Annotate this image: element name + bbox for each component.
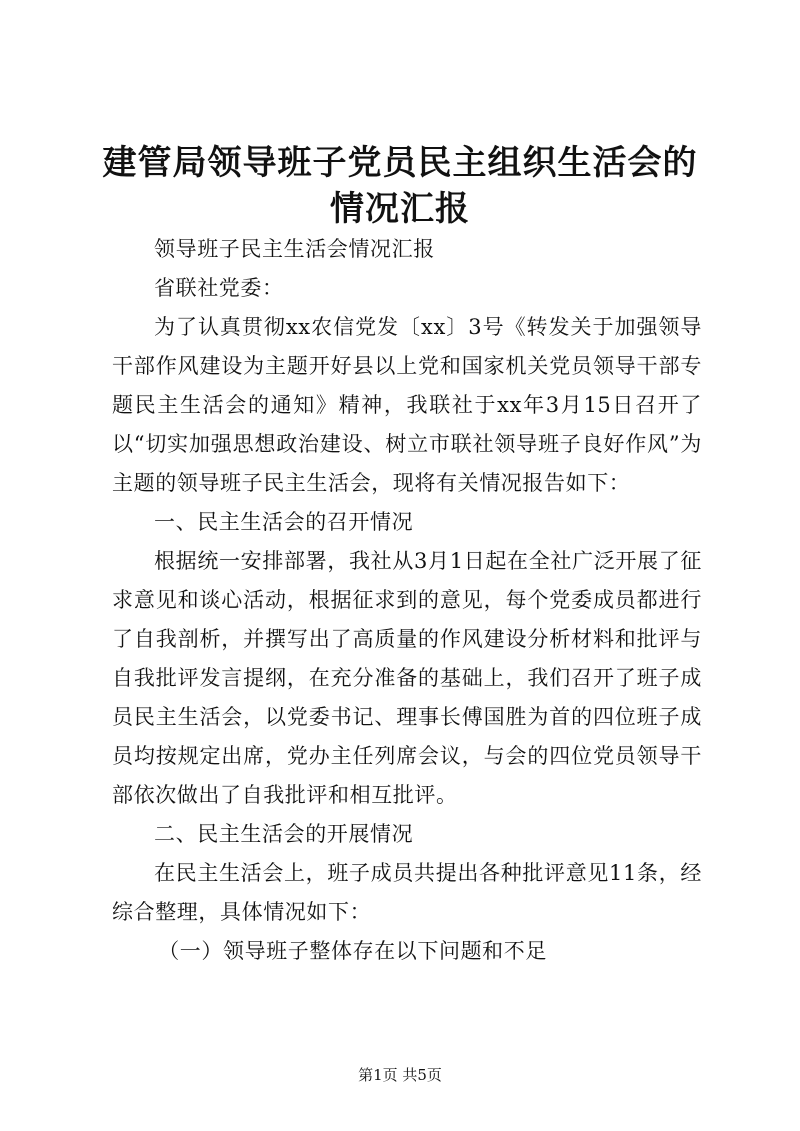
paragraph-intro: 为了认真贯彻xx农信党发〔xx〕3号《转发关于加强领导干部作风建设为主题开好县以上党和国家机关党员领导干部专题民主生活会的通知》精神，我联社于xx年3月15日召开了以“切实加强思想政治建设、树立市联社领导班子良好作风”为主题的领导班子民主生活会，现将有关情况报告如下： (112, 315, 702, 495)
document-title: 建管局领导班子党员民主组织生活会的情况汇报 (102, 143, 698, 229)
paragraph-salutation: 省联社党委： (154, 276, 284, 300)
paragraph-section-1: 根据统一安排部署，我社从3月1日起在全社广泛开展了征求意见和谈心活动，根据征求到的意见，每个党委成员都进行了自我剖析，并撰写出了高质量的作风建设分析材料和批评与自我批评发言提纲，在充分准备的基础上，我们召开了班子成员民主生活会，以党委书记、理事长傅国胜为首的四位班子成员均按规定出席，党办主任列席会议，与会的四位党员领导干部依次做出了自我批评和相互批评。 (112, 549, 702, 807)
document-body (112, 230, 702, 971)
section-heading-1: 一、民主生活会的召开情况 (154, 510, 414, 534)
page-number-footer: 第1页 共5页 (358, 1066, 442, 1084)
paragraph-section-2: 在民主生活会上，班子成员共提出各种批评意见11条，经综合整理，具体情况如下： (112, 861, 702, 924)
paragraph-subtitle: 领导班子民主生活会情况汇报 (154, 237, 435, 261)
subsection-heading-1: （一）领导班子整体存在以下问题和不足 (158, 939, 547, 963)
section-heading-2: 二、民主生活会的开展情况 (154, 822, 414, 846)
